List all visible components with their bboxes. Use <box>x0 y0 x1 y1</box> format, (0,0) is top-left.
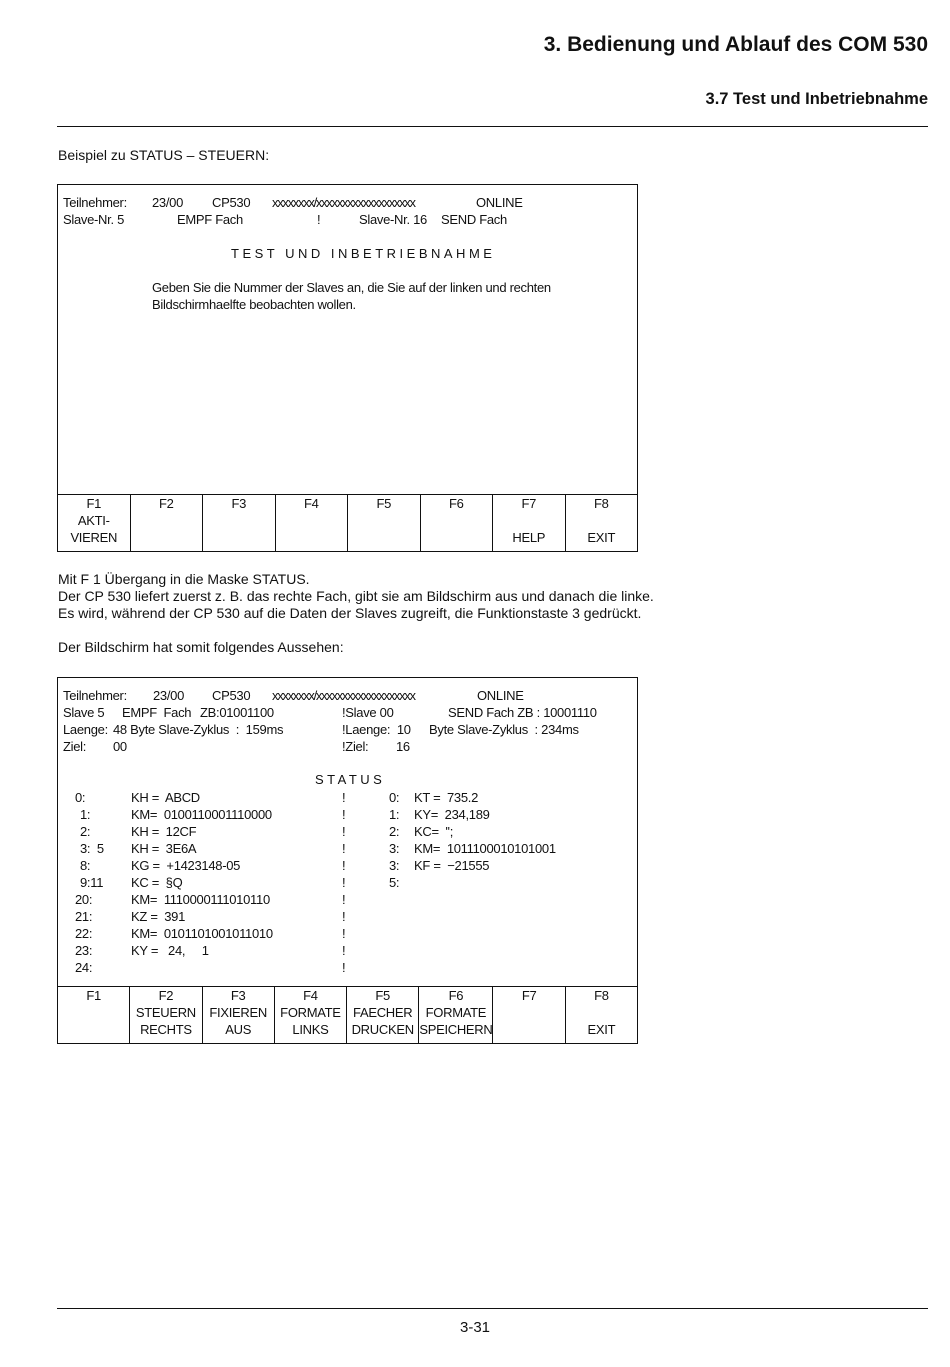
left-row-val: KH = 3E6A <box>131 841 197 856</box>
left-row-val: KZ = 391 <box>131 909 186 924</box>
paragraph-3: Es wird, während der CP 530 auf die Daten der Slaves zugreift, die Funktionstaste 3 gedrückt. <box>58 605 642 621</box>
section-title: 3.7 Test und Inbetriebnahme <box>705 90 928 108</box>
target-left-label: Ziel: <box>63 739 87 754</box>
left-row-idx: 9:11 <box>80 875 104 890</box>
instruction-line-1: Geben Sie die Nummer der Slaves an, die Sie auf der linken und rechten <box>152 280 551 295</box>
cycle-right: Byte Slave-Zyklus : 234ms <box>429 722 579 737</box>
function-key-bar <box>58 986 637 1043</box>
left-row-idx: 1: <box>80 807 91 822</box>
left-row-val: KG = +1423148-05 <box>131 858 241 873</box>
online-status: ONLINE <box>476 195 523 210</box>
f5-faecher-drucken-key[interactable]: F5 FAECHER DRUCKEN <box>346 987 418 1043</box>
f7-key[interactable]: F7 <box>492 987 564 1043</box>
left-row-val: KM= 0101101001011010 <box>131 926 273 941</box>
screen-title: TEST UND INBETRIEBNAHME <box>231 246 496 261</box>
f1-key[interactable]: F1 <box>86 988 101 1003</box>
zb-left: ZB:01001100 <box>200 705 274 720</box>
right-row-idx: 5: <box>389 875 400 890</box>
send-fach-zb: SEND Fach ZB : 10001110 <box>448 705 597 720</box>
right-row-val: KT = 735.2 <box>414 790 479 805</box>
slave-left-label: Slave-Nr. 5 <box>63 212 125 227</box>
function-key-bar <box>58 494 637 551</box>
station-mask: xxxxxxxx/xxxxxxxxxxxxxxxxxxx <box>272 688 415 703</box>
left-row-idx: 2: <box>80 824 91 839</box>
f8-exit-key[interactable]: F8 EXIT <box>565 987 637 1043</box>
online-status: ONLINE <box>477 688 524 703</box>
separator: ! <box>342 841 346 856</box>
separator: ! <box>342 790 346 805</box>
paragraph-1: Mit F 1 Übergang in die Maske STATUS. <box>58 571 310 587</box>
separator: ! <box>342 909 346 924</box>
page-number: 3-31 <box>459 1319 491 1336</box>
separator: ! <box>342 807 346 822</box>
chapter-title: 3. Bedienung und Ablauf des COM 530 <box>543 33 928 56</box>
f6-key[interactable]: F6 <box>420 495 493 551</box>
left-row-idx: 23: <box>75 943 93 958</box>
f1-key[interactable]: F1 AKTI- VIEREN <box>70 496 118 545</box>
right-row-idx: 0: <box>389 790 400 805</box>
right-row-val: KY= 234,189 <box>414 807 490 822</box>
f2-steuern-rechts-key[interactable]: F2 STEUERN RECHTS <box>129 987 201 1043</box>
left-row-idx: 0: <box>75 790 86 805</box>
cp-label: CP530 <box>212 195 251 210</box>
separator: ! <box>342 943 346 958</box>
length-left-label: Laenge: <box>63 722 108 737</box>
f4-key[interactable]: F4 <box>275 495 348 551</box>
right-row-idx: 2: <box>389 824 400 839</box>
f5-key[interactable]: F5 <box>347 495 420 551</box>
left-row-idx: 3: 5 <box>80 841 104 856</box>
paragraph-2: Der CP 530 liefert zuerst z. B. das rechte Fach, gibt sie am Bildschirm aus und danach die linke. <box>58 588 654 604</box>
target-right-label: !Ziel: <box>342 739 369 754</box>
left-row-val: KM= 1110000111010110 <box>131 892 270 907</box>
f4-formate-links-key[interactable]: F4 FORMATE LINKS <box>274 987 346 1043</box>
send-fach-label: SEND Fach <box>441 212 507 227</box>
right-row-idx: 1: <box>389 807 400 822</box>
slave-right-label: Slave-Nr. 16 <box>359 212 427 227</box>
separator: ! <box>342 960 346 975</box>
separator: ! <box>342 824 346 839</box>
empf-fach: EMPF Fach <box>122 705 192 720</box>
separator: ! <box>342 875 346 890</box>
station-mask: xxxxxxxx/xxxxxxxxxxxxxxxxxxx <box>272 195 415 210</box>
slave-left: Slave 5 <box>63 705 105 720</box>
left-row-idx: 21: <box>75 909 93 924</box>
participant-value: 23/00 <box>153 688 185 703</box>
target-right-value: 16 <box>396 739 410 754</box>
right-row-val: KF = −21555 <box>414 858 490 873</box>
left-row-idx: 8: <box>80 858 91 873</box>
f8-exit-key[interactable]: F8 EXIT <box>565 495 638 551</box>
left-row-idx: 22: <box>75 926 93 941</box>
paragraph-4: Der Bildschirm hat somit folgendes Aussehen: <box>58 639 344 655</box>
f3-fixieren-aus-key[interactable]: F3 FIXIEREN AUS <box>202 987 274 1043</box>
left-row-val: KC = §Q <box>131 875 183 890</box>
left-row-val: KH = ABCD <box>131 790 200 805</box>
left-row-idx: 20: <box>75 892 93 907</box>
instruction-line-2: Bildschirmhaelfte beobachten wollen. <box>152 297 356 312</box>
target-left-value: 00 <box>113 739 127 754</box>
separator: ! <box>342 892 346 907</box>
participant-value: 23/00 <box>152 195 184 210</box>
f3-key[interactable]: F3 <box>202 495 275 551</box>
f2-key[interactable]: F2 <box>130 495 203 551</box>
separator: ! <box>342 858 346 873</box>
header-rule <box>57 126 928 127</box>
left-row-val: KM= 0100110001110000 <box>131 807 272 822</box>
f6-formate-speichern-key[interactable]: F6 FORMATE SPEICHERN <box>418 987 492 1043</box>
slave-right: !Slave 00 <box>342 705 394 720</box>
left-row-idx: 24: <box>75 960 93 975</box>
participant-label: Teilnehmer: <box>63 688 127 703</box>
length-left-value: 48 Byte Slave-Zyklus : 159ms <box>113 722 284 737</box>
participant-label: Teilnehmer: <box>63 195 127 210</box>
cp-label: CP530 <box>212 688 251 703</box>
right-row-val: KM= 1011100010101001 <box>414 841 556 856</box>
right-row-idx: 3: <box>389 858 400 873</box>
length-right: !Laenge: 10 <box>342 722 411 737</box>
right-row-val: KC= ''; <box>414 824 454 839</box>
empf-fach-label: EMPF Fach <box>177 212 243 227</box>
separator: ! <box>342 926 346 941</box>
terminal-screen-1 <box>57 184 638 552</box>
footer-rule <box>57 1308 928 1309</box>
f7-help-key[interactable]: F7 HELP <box>492 495 565 551</box>
intro-text: Beispiel zu STATUS – STEUERN: <box>58 147 270 163</box>
separator: ! <box>317 212 321 227</box>
left-row-val: KH = 12CF <box>131 824 197 839</box>
left-row-val: KY = 24, 1 <box>131 943 209 958</box>
terminal-screen-2 <box>57 677 638 1044</box>
right-row-idx: 3: <box>389 841 400 856</box>
status-title: STATUS <box>315 772 386 787</box>
